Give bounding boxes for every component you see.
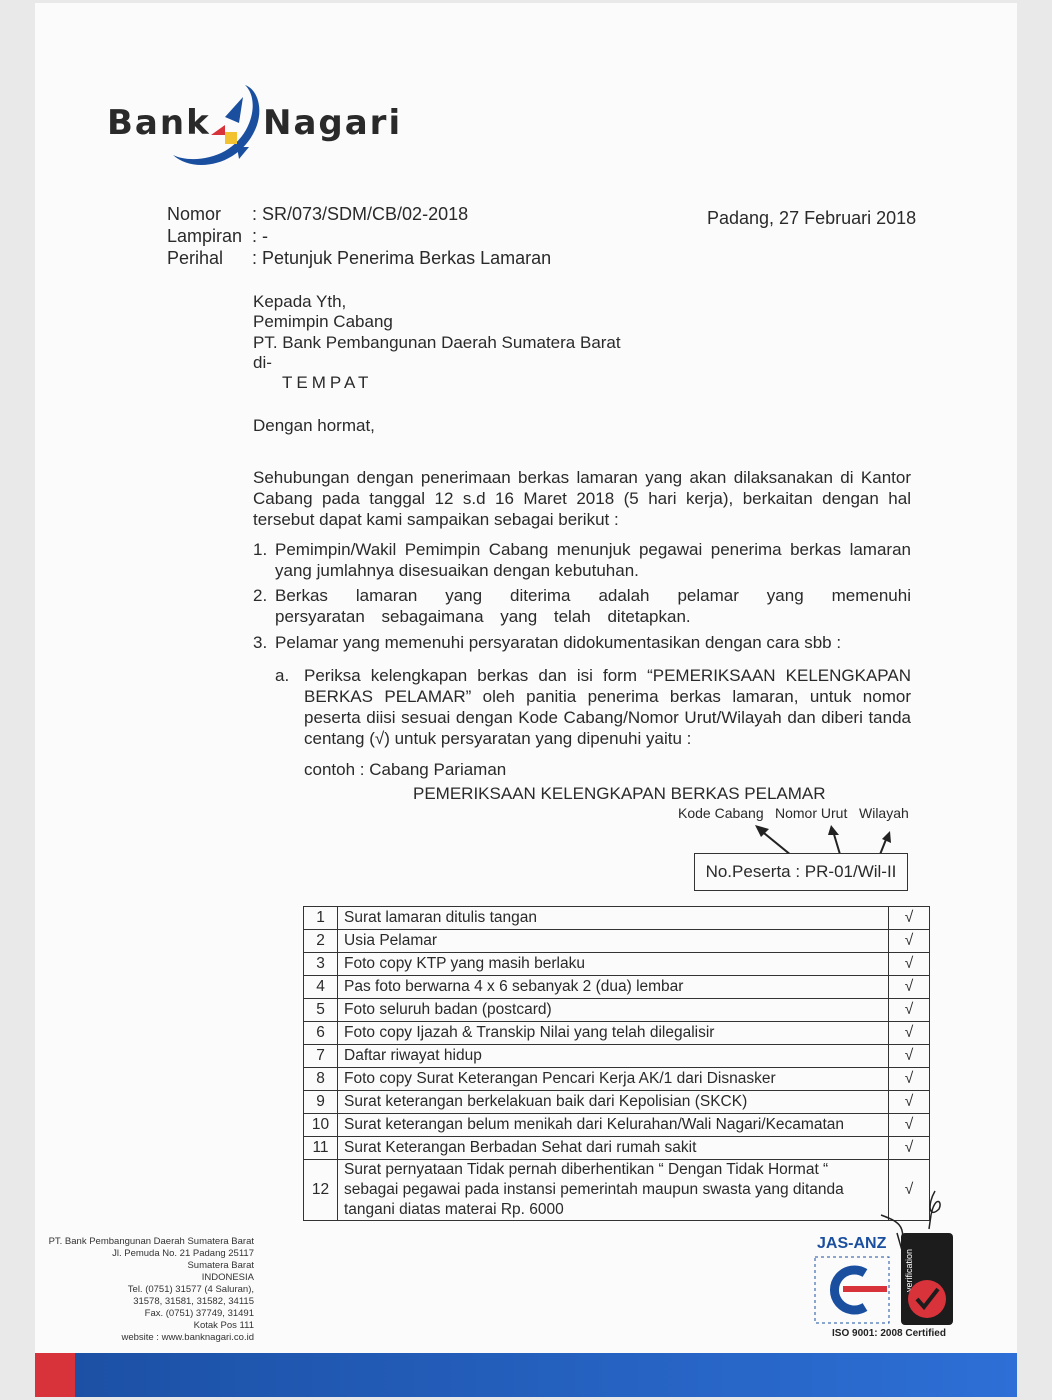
row-number: 6 [304, 1022, 338, 1045]
recipient-line-2: Pemimpin Cabang [253, 312, 393, 331]
row-number: 12 [304, 1160, 338, 1221]
check-mark: √ [889, 953, 930, 976]
checklist-table [303, 906, 930, 1221]
table-row [304, 976, 930, 999]
check-mark: √ [889, 1045, 930, 1068]
row-number: 10 [304, 1114, 338, 1137]
row-item: Daftar riwayat hidup [338, 1045, 889, 1068]
check-mark: √ [889, 907, 930, 930]
row-number: 2 [304, 930, 338, 953]
footer-address-line: INDONESIA [201, 1272, 254, 1283]
row-number: 9 [304, 1091, 338, 1114]
letter-page [35, 3, 1017, 1397]
table-row [304, 1114, 930, 1137]
logo-text-nagari: Nagari [263, 103, 403, 143]
row-item: Foto copy Ijazah & Transkip Nilai yang telah dilegalisir [338, 1022, 889, 1045]
code-label-region: Wilayah [859, 805, 909, 821]
perihal-label: Perihal [167, 248, 224, 268]
footer-address-line: Tel. (0751) 31577 (4 Saluran), [127, 1284, 254, 1295]
recipient-line-1: Kepada Yth, [253, 292, 347, 311]
table-row [304, 1137, 930, 1160]
verification-badge [901, 1233, 953, 1325]
point-number: 1. [253, 540, 268, 559]
footer-address-line: Sumatera Barat [187, 1260, 254, 1271]
salutation: Dengan hormat, [253, 416, 375, 435]
jas-anz-logo-icon [813, 1255, 891, 1325]
row-item: Foto copy KTP yang masih berlaku [338, 953, 889, 976]
cert-jas-anz: JAS-ANZ [817, 1235, 887, 1252]
point-number: 3. [253, 633, 268, 652]
subpoint-text: Periksa kelengkapan berkas dan isi form “PEMERIKSAAN KELENGKAPAN BERKAS PELAMAR” oleh panitia penerima berkas lamaran, untuk nomor peserta diisi sesuai dengan Kode Cabang/Nomor Urut/Wilayah dan diberi tanda centang (√) untuk persyaratan yang dipenuhi yaitu : [304, 666, 911, 748]
row-number: 3 [304, 953, 338, 976]
point-text: Berkas lamaran yang diterima adalah pelamar yang memenuhi persyaratan sebagaimana yang telah ditetapkan. [275, 586, 911, 626]
point-text: Pelamar yang memenuhi persyaratan didokumentasikan dengan cara sbb : [275, 633, 842, 652]
check-mark: √ [889, 1137, 930, 1160]
table-row [304, 907, 930, 930]
check-mark: √ [889, 1068, 930, 1091]
verification-check-icon [905, 1277, 949, 1321]
participant-number-box: No.Peserta : PR-01/Wil-II [694, 853, 908, 891]
check-mark: √ [889, 1114, 930, 1137]
row-item: Foto copy Surat Keterangan Pencari Kerja AK/1 dari Disnasker [338, 1068, 889, 1091]
point-number: 2. [253, 586, 268, 605]
footer-address-line: website : www.banknagari.co.id [121, 1332, 254, 1343]
footer-address-line: Kotak Pos 111 [193, 1320, 254, 1331]
footer-address-line: Fax. (0751) 37749, 31491 [144, 1308, 254, 1319]
lampiran-label: Lampiran [167, 226, 243, 246]
check-mark: √ [889, 930, 930, 953]
row-item: Surat keterangan belum menikah dari Kelurahan/Wali Nagari/Kecamatan [338, 1114, 889, 1137]
recipient-line-4: di- [253, 353, 272, 372]
table-row [304, 1068, 930, 1091]
verification-label: verification [904, 1248, 914, 1292]
table-row [304, 930, 930, 953]
row-item: Usia Pelamar [338, 930, 889, 953]
table-row [304, 1091, 930, 1114]
row-number: 11 [304, 1137, 338, 1160]
point-text: Pemimpin/Wakil Pemimpin Cabang menunjuk pegawai penerima berkas lamaran yang jumlahnya disesuaikan dengan kebutuhan. [275, 540, 911, 580]
check-mark: √ [889, 1091, 930, 1114]
row-number: 1 [304, 907, 338, 930]
recipient-line-5: TEMPAT [282, 373, 373, 392]
footer-red-accent [35, 1353, 75, 1397]
place-date: Padang, 27 Februari 2018 [707, 208, 917, 228]
footer-address-line: PT. Bank Pembangunan Daerah Sumatera Barat [48, 1236, 254, 1247]
table-row [304, 1022, 930, 1045]
example-label: contoh : Cabang Pariaman [304, 760, 507, 779]
footer-address [49, 1236, 254, 1344]
nomor-value: : SR/073/SDM/CB/02-2018 [252, 204, 469, 224]
row-number: 4 [304, 976, 338, 999]
check-mark: √ [889, 1022, 930, 1045]
intro-paragraph: Sehubungan dengan penerimaan berkas lamaran yang akan dilaksanakan di Kantor Cabang pada tanggal 12 s.d 16 Maret 2018 (5 hari kerja), berkaitan dengan hal tersebut dapat kami sampaikan sebagai berikut : [253, 468, 911, 529]
lampiran-value: : - [252, 226, 268, 246]
perihal-value: : Petunjuk Penerima Berkas Lamaran [252, 248, 552, 268]
check-mark: √ [889, 999, 930, 1022]
row-item: Surat lamaran ditulis tangan [338, 907, 889, 930]
subpoint-letter: a. [275, 666, 290, 685]
form-title: PEMERIKSAAN KELENGKAPAN BERKAS PELAMAR [413, 784, 826, 803]
row-item: Foto seluruh badan (postcard) [338, 999, 889, 1022]
table-row [304, 1160, 930, 1221]
table-row [304, 953, 930, 976]
nomor-label: Nomor [167, 204, 222, 224]
footer-address-line: 31578, 31581, 31582, 34115 [133, 1296, 254, 1307]
table-row [304, 999, 930, 1022]
logo-swoosh-icon [165, 77, 275, 177]
row-number: 5 [304, 999, 338, 1022]
code-label-sequence: Nomor Urut [775, 805, 848, 821]
code-label-branch: Kode Cabang [678, 805, 764, 821]
footer-color-bar [35, 1353, 1017, 1397]
recipient-line-3: PT. Bank Pembangunan Daerah Sumatera Barat [253, 333, 621, 352]
logo-text-bank: Bank [107, 103, 211, 143]
table-row [304, 1045, 930, 1068]
row-number: 8 [304, 1068, 338, 1091]
row-item: Surat pernyataan Tidak pernah diberhentikan “ Dengan Tidak Hormat “ sebagai pegawai pada instansi pemerintah maupun swasta yang ditanda tangani diatas materai Rp. 6000 [338, 1160, 889, 1221]
iso-certified-label: ISO 9001: 2008 Certified [832, 1328, 946, 1339]
row-number: 7 [304, 1045, 338, 1068]
row-item: Surat Keterangan Berbadan Sehat dari rumah sakit [338, 1137, 889, 1160]
row-item: Surat keterangan berkelakuan baik dari Kepolisian (SKCK) [338, 1091, 889, 1114]
row-item: Pas foto berwarna 4 x 6 sebanyak 2 (dua) lembar [338, 976, 889, 999]
check-mark: √ [889, 1160, 930, 1221]
check-mark: √ [889, 976, 930, 999]
footer-address-line: Jl. Pemuda No. 21 Padang 25117 [112, 1248, 254, 1259]
